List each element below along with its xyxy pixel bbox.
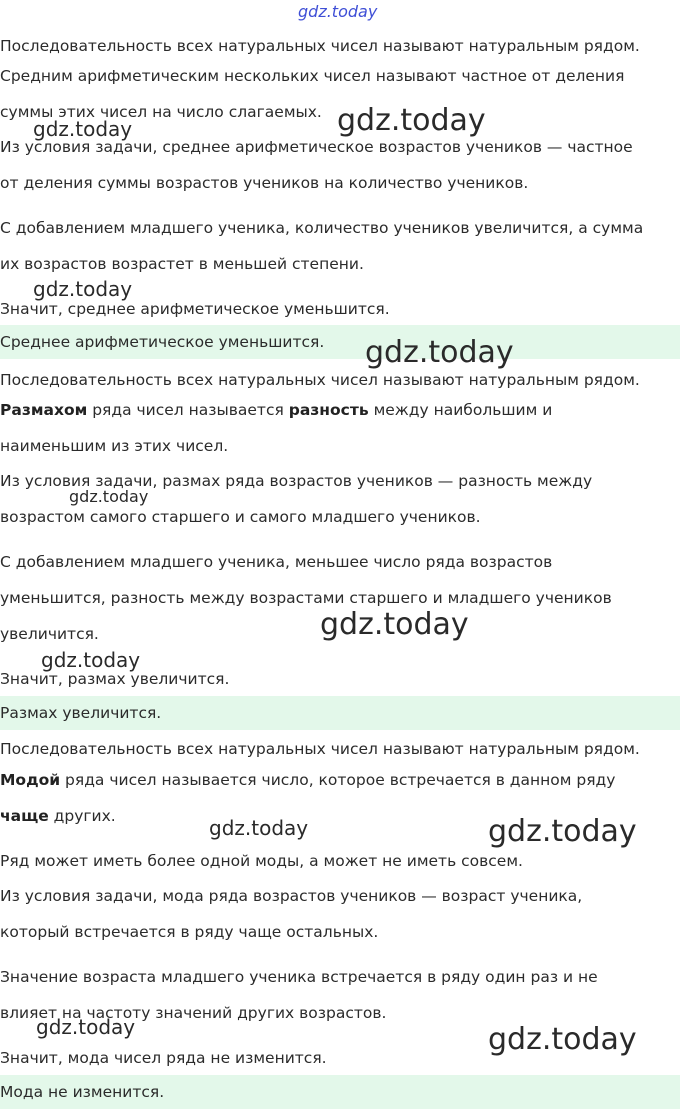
text-line: суммы этих чисел на число слагаемых.	[0, 103, 322, 121]
answer-text: Размах увеличится.	[0, 704, 162, 722]
text-line: Значит, мода чисел ряда не изменится.	[0, 1049, 327, 1067]
text-span: между наибольшим и	[368, 401, 553, 419]
text-line: их возрастов возрастет в меньшей степени.	[0, 255, 364, 273]
watermark: gdz.today	[488, 814, 637, 849]
text-span: ряда чисел называется	[87, 401, 289, 419]
text-line: возрастом самого старшего и самого младшего учеников.	[0, 508, 481, 526]
text-line: Из условия задачи, среднее арифметическое возрастов учеников — частное	[0, 138, 633, 156]
text-line: Значит, среднее арифметическое уменьшится.	[0, 300, 390, 318]
answer-text: Среднее арифметическое уменьшится.	[0, 333, 325, 351]
text-line: Последовательность всех натуральных чисел называют натуральным рядом.	[0, 37, 640, 55]
text-line: влияет на частоту значений других возрастов.	[0, 1004, 387, 1022]
answer-band	[0, 696, 680, 730]
text-line: который встречается в ряду чаще остальных.	[0, 923, 379, 941]
watermark: gdz.today	[69, 487, 149, 506]
text-line: Значение возраста младшего ученика встречается в ряду один раз и не	[0, 968, 598, 986]
watermark: gdz.today	[488, 1022, 637, 1057]
text-span: других.	[48, 807, 116, 825]
text-line: Из условия задачи, размах ряда возрастов учеников — разность между	[0, 472, 593, 490]
watermark: gdz.today	[337, 103, 486, 138]
text-line	[0, 770, 615, 790]
text-line: Из условия задачи, мода ряда возрастов учеников — возраст ученика,	[0, 887, 583, 905]
watermark: gdz.today	[320, 607, 469, 642]
watermark: gdz.today	[298, 2, 378, 21]
watermark: gdz.today	[36, 1015, 136, 1039]
text-line: наименьшим из этих чисел.	[0, 437, 229, 455]
term-bold: чаще	[0, 807, 49, 825]
text-line: С добавлением младшего ученика, количество учеников увеличится, а сумма	[0, 219, 644, 237]
text-line: Значит, размах увеличится.	[0, 670, 230, 688]
term-bold: Размахом	[0, 401, 88, 419]
watermark: gdz.today	[41, 648, 141, 672]
answer-text: Мода не изменится.	[0, 1083, 165, 1101]
answer-band	[0, 1075, 680, 1109]
term-bold: Модой	[0, 771, 61, 789]
term-bold: разность	[288, 401, 369, 419]
text-line: Последовательность всех натуральных чисел называют натуральным рядом.	[0, 371, 640, 389]
text-line: С добавлением младшего ученика, меньшее число ряда возрастов	[0, 553, 553, 571]
text-line: Ряд может иметь более одной моды, а может не иметь совсем.	[0, 852, 523, 870]
text-line: Средним арифметическим нескольких чисел называют частное от деления	[0, 67, 625, 85]
watermark: gdz.today	[365, 335, 514, 370]
answer-band	[0, 325, 680, 359]
text-line: увеличится.	[0, 625, 99, 643]
text-line: от деления суммы возрастов учеников на количество учеников.	[0, 174, 529, 192]
watermark: gdz.today	[33, 277, 133, 301]
text-line	[0, 806, 116, 826]
text-line: уменьшится, разность между возрастами старшего и младшего учеников	[0, 589, 612, 607]
text-line: Последовательность всех натуральных чисел называют натуральным рядом.	[0, 740, 640, 758]
text-span: ряда чисел называется число, которое встречается в данном ряду	[60, 771, 616, 789]
watermark: gdz.today	[209, 816, 309, 840]
text-line	[0, 400, 552, 420]
watermark: gdz.today	[33, 117, 133, 141]
